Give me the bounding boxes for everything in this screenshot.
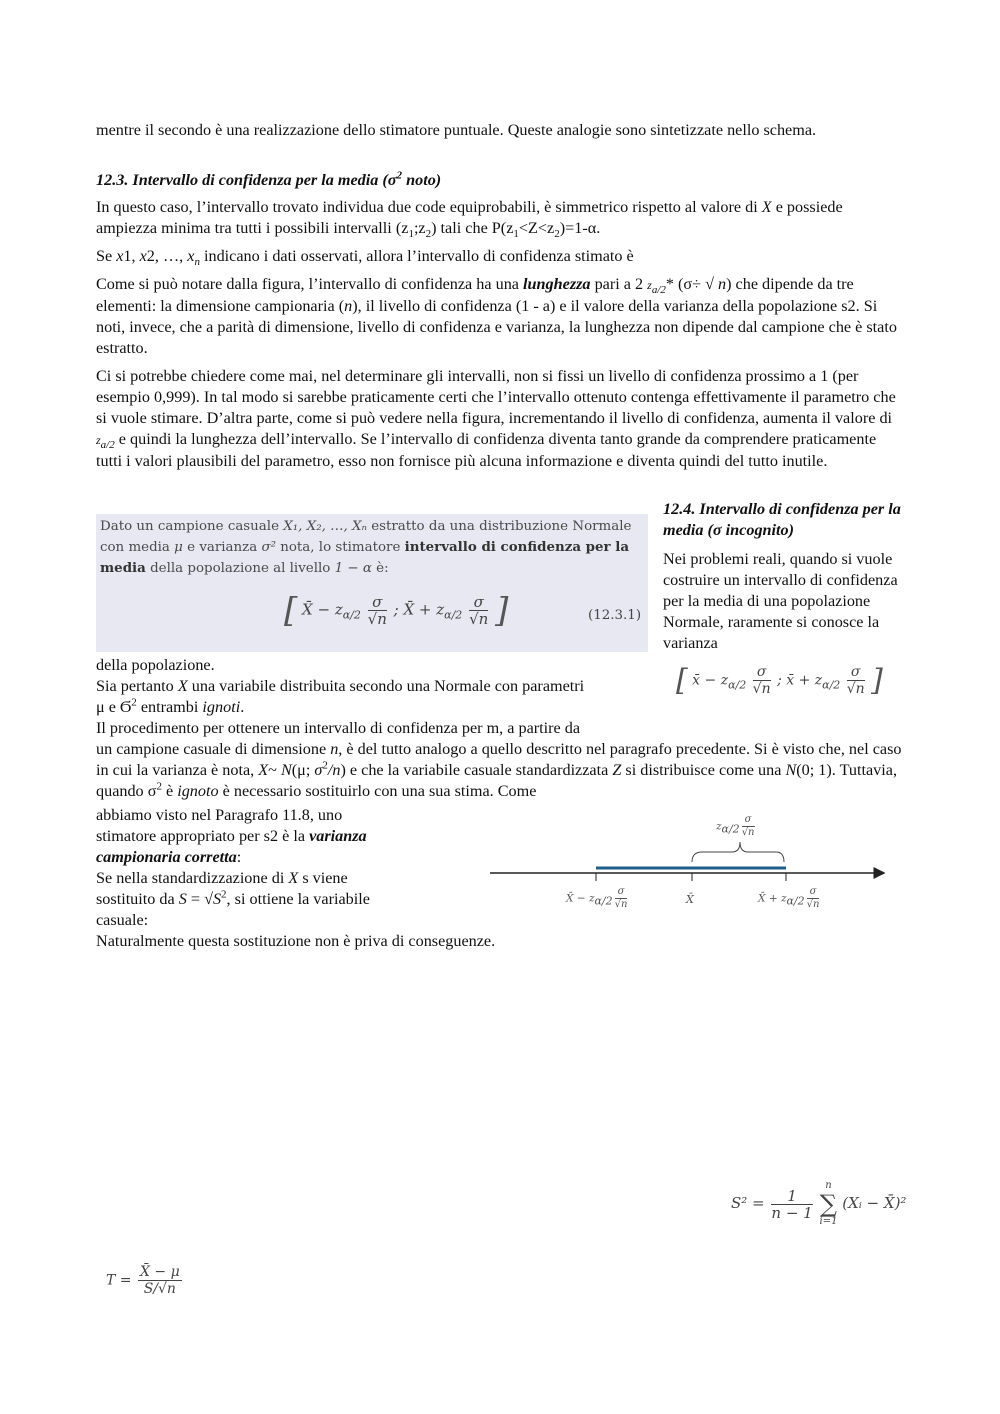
confidence-interval-figure [488, 812, 888, 922]
side-formula: [ x̄ − $z_{\alpha/2}$ $\frac{\sigma}{√n}$ ; x̄ + $z_{\alpha/2}$ $\frac{\sigma}{√n}$ ] [676, 663, 883, 698]
heading-12-3: 12.3. Intervallo di confidenza per la media ($\sigma^2$ noto) [96, 169, 442, 189]
definition-text: Dato un campione casuale X₁, X₂, …, Xₙ estratto da una distribuzione Normale con media μ e varianza σ² nota, lo stimatore intervallo di confidenza per la media della popolazione al livello 1 − α è: [100, 519, 632, 576]
box-formula: [ X̄ − $z_{\alpha/2}$ $\frac{\sigma}{√n}$ ; X̄ + $z_{\alpha/2}$ $\frac{\sigma}{√n}$ ] [284, 590, 509, 631]
paragraph-intro: mentre il secondo è una realizzazione dello stimatore puntuale. Queste analogie sono sintetizzate nello schema. [96, 121, 817, 139]
figure-top-label: $z_{\alpha/2}$ $\frac{\sigma}{√n}$ [716, 814, 755, 838]
t-statistic-formula: T = $\frac{X̄ - \mu}{S/√n}$ [106, 1264, 180, 1297]
equation-number: (12.3.1) [588, 608, 642, 623]
paragraph-2: Se x1, x2, …, $x_n$ indicano i dati osservati, allora l’intervallo di confidenza stimato è [96, 247, 634, 269]
paragraph-1: In questo caso, l’intervallo trovato individua due code equiprobabili, è simmetrico rispetto al valore di X e possiede ampiezza minima tra tutti i possibili intervalli $(z_1;z_2)$ tali che $P(z_1<Z<z_2)=1-\alpha$. [96, 198, 843, 241]
p5-line-2: Sia pertanto X una variabile distribuita secondo una Normale con parametri [96, 677, 585, 695]
p5-line-4: Il procedimento per ottenere un intervallo di confidenza per m, a partire da [96, 719, 581, 737]
p7-line-6: casuale: [96, 911, 149, 929]
corrected-variance-formula: S² = $\frac{1}{n - 1}$ n ∑ i=1 (Xᵢ − X̄)² [731, 1180, 907, 1227]
paragraph-6: un campione casuale di dimensione n, è del tutto analogo a quello descritto nel paragrafo precedente. Si è visto che, nel caso in cui la varianza è nota, X~ N(μ; $\sigma^2/n$) e che la variabile casuale standardizzata Z si distribuisce come una N(0; 1). Tuttavia, quando $\sigma^2$ è ignoto è necessario sostituirlo con una sua stima. Come [96, 740, 902, 800]
figure-center-label: X̄ [686, 893, 694, 906]
p7-line-2: stimatore appropriato per s2 è la varianza [96, 827, 367, 845]
side-paragraph: Nei problemi reali, quando si vuole costruire un intervallo di confidenza per la media di una popolazione Normale, raramente si conosce la varianza [663, 550, 898, 652]
p7-line-1: abbiamo visto nel Paragrafo 11.8, uno [96, 806, 343, 824]
p5-line-3: μ e $Ϭ^2$ entrambi ignoti. [96, 696, 245, 716]
p7-line-7: Naturalmente questa sostituzione non è priva di conseguenze. [96, 932, 496, 950]
figure-right-label: X̄ + $z_{\alpha/2}$ $\frac{\sigma}{√n}$ [758, 886, 820, 910]
definition-box [96, 514, 648, 652]
p7-line-5: sostituito da $S = √S^2$, si ottiene la variabile [96, 888, 370, 908]
p7-line-3: campionaria corretta: [96, 848, 242, 866]
p5-line-1: della popolazione. [96, 656, 215, 674]
p7-line-4: Se nella standardizzazione di X s viene [96, 869, 348, 887]
brace [692, 842, 784, 862]
figure-left-label: X̄ − $z_{\alpha/2}$ $\frac{\sigma}{√n}$ [566, 886, 628, 910]
paragraph-4: Ci si potrebbe chiedere come mai, nel determinare gli intervalli, non si fissi un livello di confidenza prossimo a 1 (per esempio 0,999). In tal modo si sarebbe praticamente certi che l’intervallo ottenuto contenga effettivamente il parametro che si vuole stimare. D’altra parte, come si può vedere nella figura, incrementando il livello di confidenza, aumenta il valore di $z_{a/2}$ e quindi la lunghezza dell’intervallo. Se l’intervallo di confidenza diventa tanto grande da comprendere praticamente tutti i valori plausibili del parametro, esso non fornisce più alcuna informazione e diventa quindi del tutto inutile. [96, 367, 896, 470]
heading-12-4: 12.4. Intervallo di confidenza per la media (σ incognito) [663, 500, 901, 539]
paragraph-3: Come si può notare dalla figura, l’intervallo di confidenza ha una lunghezza pari a 2 $z_{a/2}*$ (σ÷ √ n) che dipende da tre elementi: la dimensione campionaria (n), il livello di confidenza (1 - a) e il valore della varianza della popolazione s2. Si noti, invece, che a parità di dimensione, livello di confidenza e varianza, la lunghezza non dipende dal campione che è stato estratto. [96, 275, 897, 357]
